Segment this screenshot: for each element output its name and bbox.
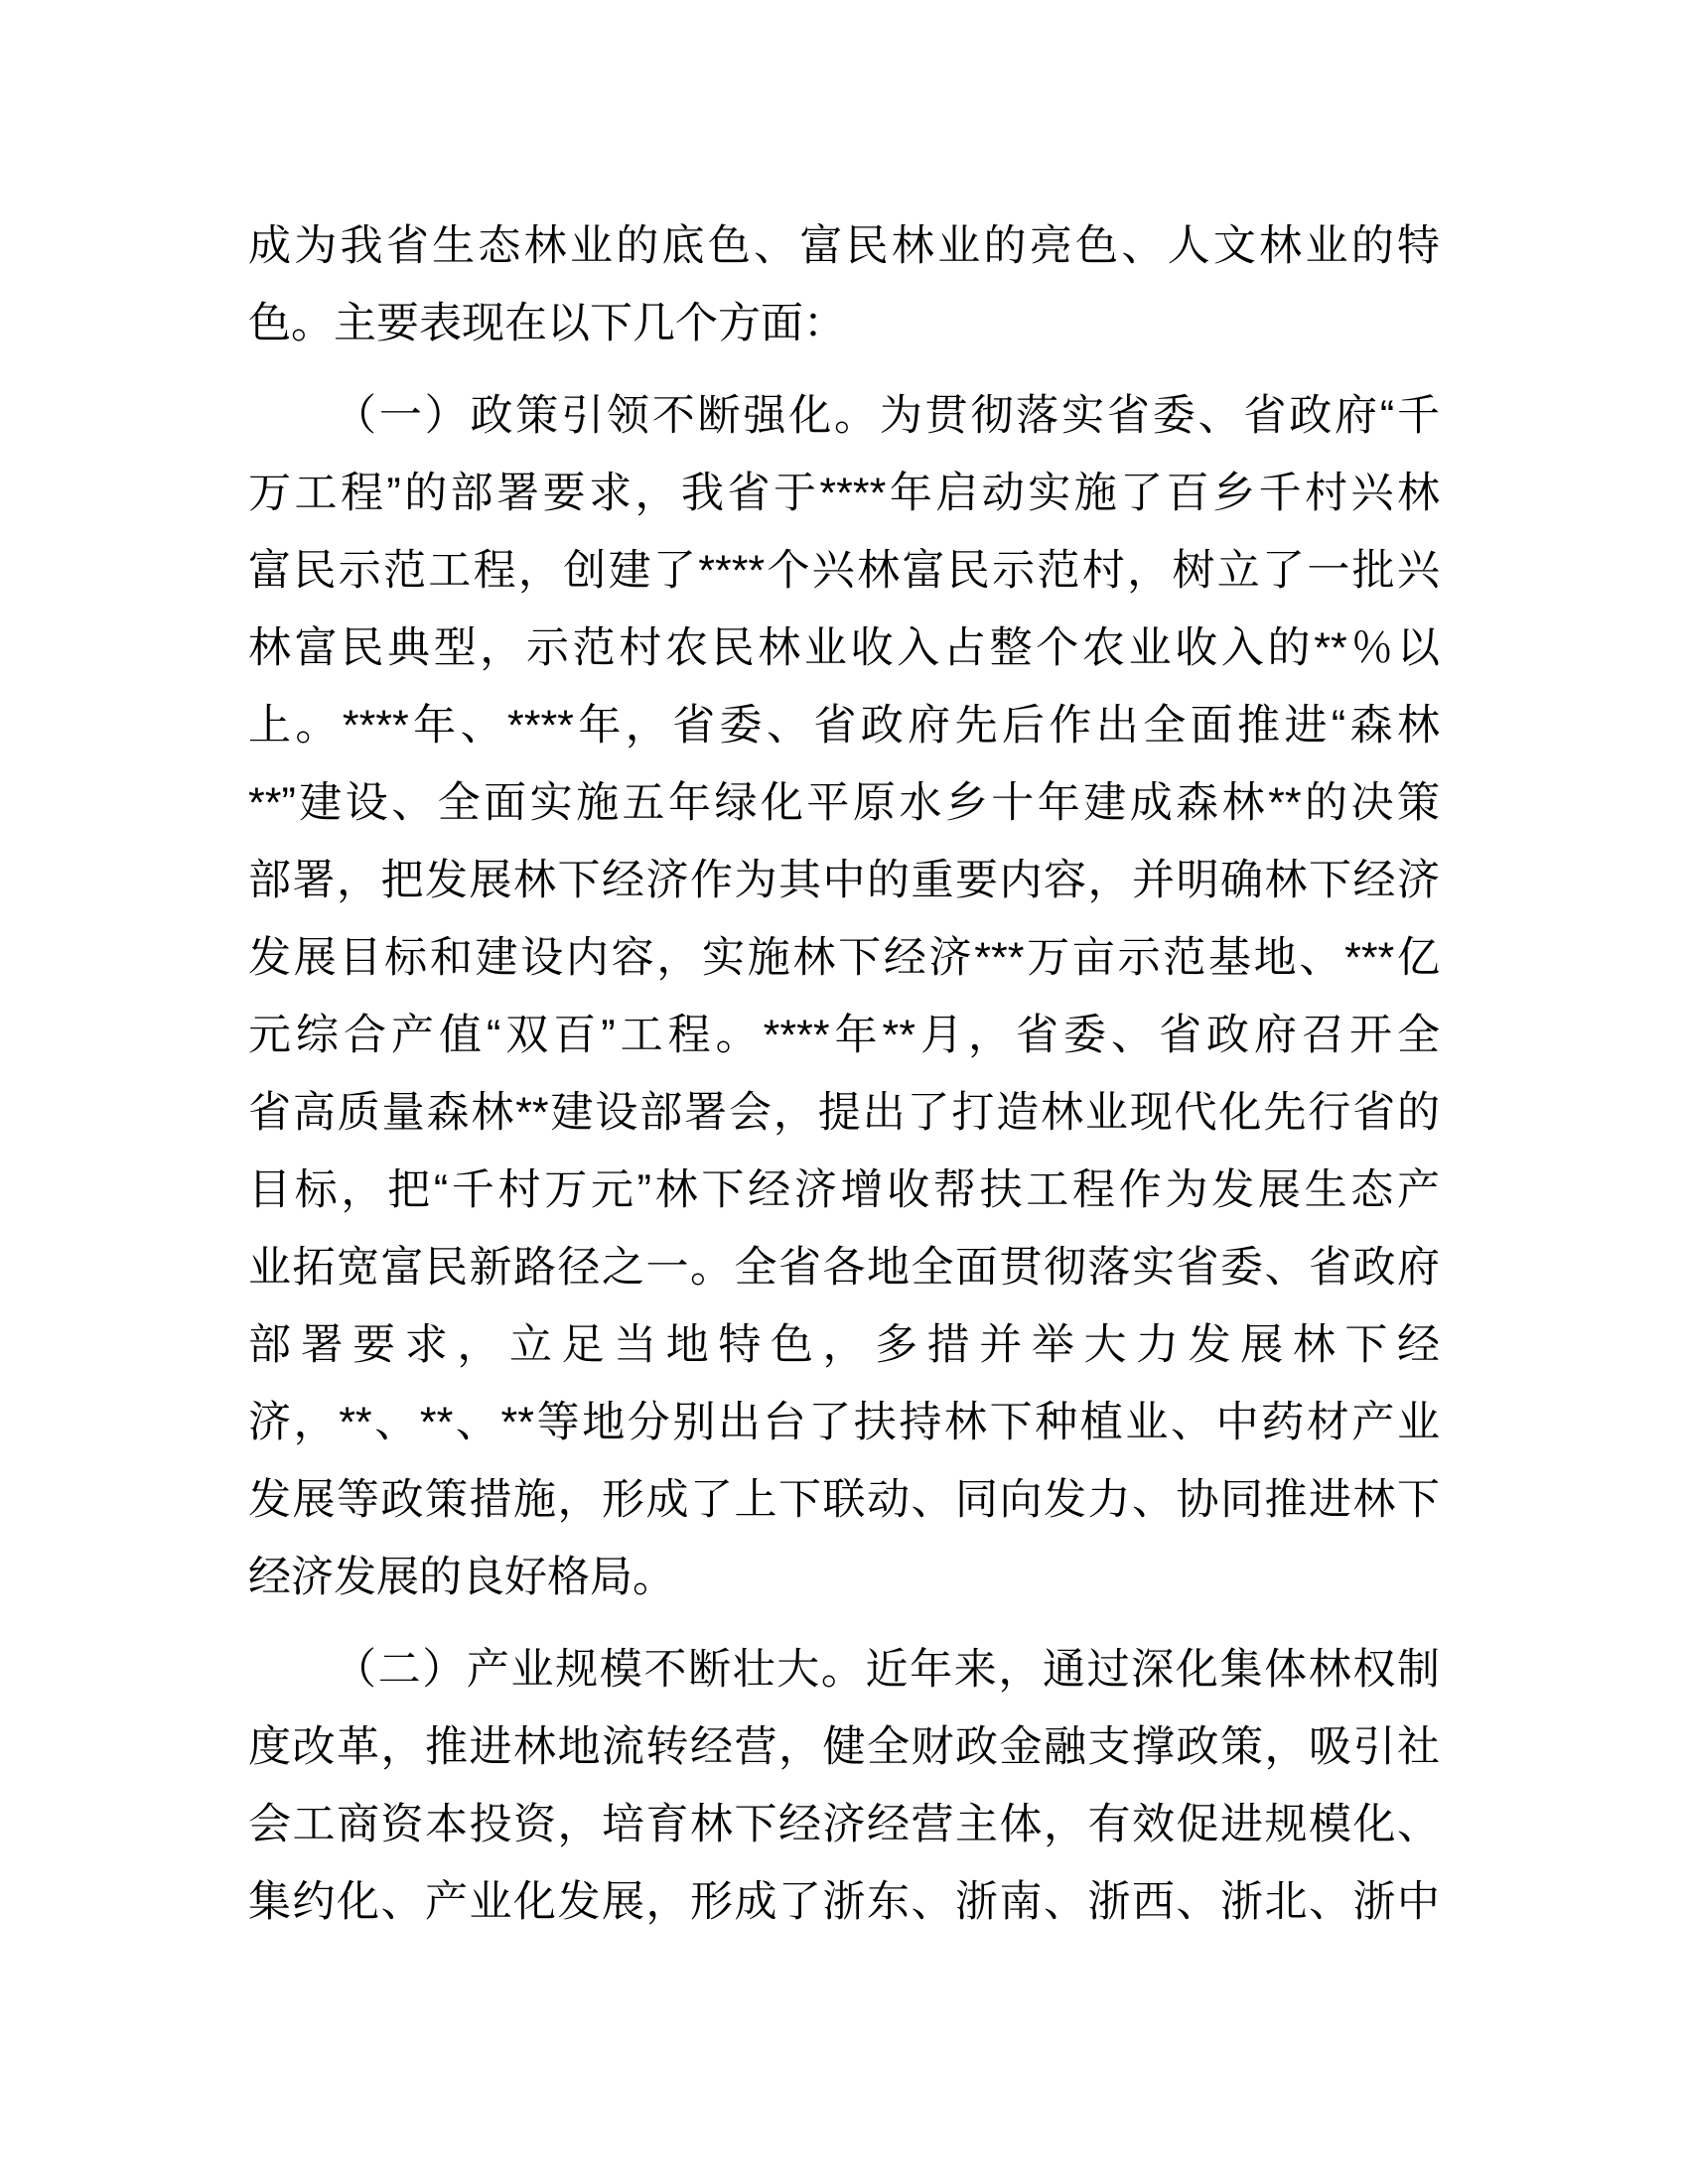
text-line: 会工商资本投资，培育林下经济经营主体，有效促进规模化、 — [248, 1801, 1440, 1848]
text-line: （一）政策引领不断强化。为贯彻落实省委、省政府“千 — [334, 392, 1440, 440]
text-line: 成为我省生态林业的底色、富民林业的亮色、人文林业的特 — [248, 222, 1440, 270]
text-line: 发展等政策措施，形成了上下联动、同向发力、协同推进林下 — [248, 1476, 1440, 1524]
text-line: 色。主要表现在以下几个方面： — [248, 300, 846, 347]
text-line: 经济发展的良好格局。 — [248, 1554, 675, 1601]
text-line: **”建设、全面实施五年绿化平原水乡十年建成森林**的决策 — [248, 779, 1440, 827]
text-line: 万工程”的部署要求，我省于****年启动实施了百乡千村兴林 — [248, 470, 1440, 517]
text-line: 业拓宽富民新路径之一。全省各地全面贯彻落实省委、省政府 — [248, 1244, 1440, 1292]
paragraph — [248, 1631, 1440, 1941]
text-line: 元综合产值“双百”工程。****年**月，省委、省政府召开全 — [248, 1012, 1440, 1059]
text-line: 上。****年、****年，省委、省政府先后作出全面推进“森林 — [248, 702, 1440, 750]
text-line: 发展目标和建设内容，实施林下经济***万亩示范基地、***亿 — [248, 934, 1440, 982]
text-line: （二）产业规模不断壮大。近年来，通过深化集体林权制 — [334, 1646, 1440, 1694]
paragraph — [248, 207, 1440, 362]
document-body — [248, 207, 1440, 1941]
text-line: 集约化、产业化发展，形成了浙东、浙南、浙西、浙北、浙中 — [248, 1878, 1440, 1926]
text-line: 部署要求，立足当地特色，多措并举大力发展林下经 — [248, 1321, 1440, 1369]
text-line: 济，**、**、**等地分别出台了扶持林下种植业、中药材产业 — [248, 1399, 1440, 1446]
text-line: 富民示范工程，创建了****个兴林富民示范村，树立了一批兴 — [248, 547, 1440, 595]
text-line: 度改革，推进林地流转经营，健全财政金融支撑政策，吸引社 — [248, 1723, 1440, 1771]
paragraph — [248, 377, 1440, 1616]
text-line: 林富民典型，示范村农民林业收入占整个农业收入的**％以 — [248, 624, 1440, 672]
text-line: 省高质量森林**建设部署会，提出了打造林业现代化先行省的 — [248, 1089, 1440, 1137]
text-line: 目标，把“千村万元”林下经济增收帮扶工程作为发展生态产 — [248, 1166, 1440, 1214]
text-line: 部署，把发展林下经济作为其中的重要内容，并明确林下经济 — [248, 857, 1440, 904]
